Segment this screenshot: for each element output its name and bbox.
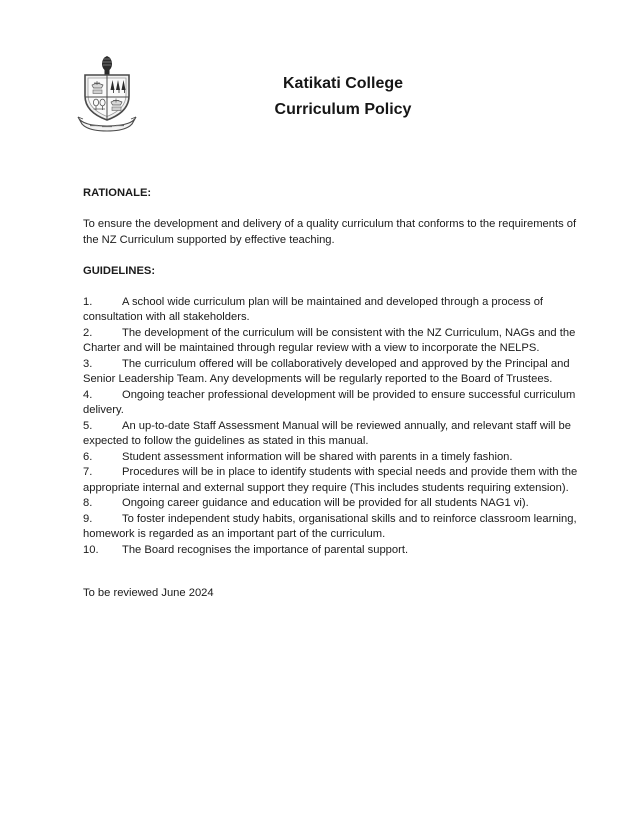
guideline-item-9 xyxy=(83,512,583,543)
school-name: Katikati College xyxy=(282,75,404,92)
guideline-item-10 xyxy=(83,543,583,559)
rationale-heading: RATIONALE: xyxy=(83,187,152,199)
guideline-item-2 xyxy=(83,326,583,357)
guideline-number: 3. xyxy=(83,357,93,370)
guideline-item-4 xyxy=(83,388,583,419)
guideline-number: 1. xyxy=(83,295,93,308)
guideline-item-3 xyxy=(83,357,583,388)
guideline-item-8 xyxy=(83,496,583,512)
guideline-text: To foster independent study habits, organisational skills and to reinforce classroom learning, homework is regarded as an important part of the curriculum. xyxy=(83,512,577,540)
guideline-text: The development of the curriculum will be consistent with the NZ Curriculum, NAGs and the Charter and will be maintained through regular review with a view to incorporate the NELPS. xyxy=(83,326,576,354)
guideline-text: Procedures will be in place to identify students with special needs and provide them with the appropriate internal and external support they require (This includes students requiring extension). xyxy=(83,466,578,494)
guideline-number: 5. xyxy=(83,419,93,432)
guidelines-list xyxy=(83,295,583,559)
guideline-text: Ongoing career guidance and education will be provided for all students NAG1 vi). xyxy=(122,497,529,509)
guideline-number: 9. xyxy=(83,512,93,525)
guideline-item-5 xyxy=(83,419,583,450)
document-title: Curriculum Policy xyxy=(274,101,412,118)
guideline-number: 6. xyxy=(83,450,93,463)
document-header xyxy=(50,71,636,123)
guidelines-heading: GUIDELINES: xyxy=(83,264,156,277)
guideline-number: 4. xyxy=(83,388,93,401)
guideline-item-1 xyxy=(83,295,583,326)
guideline-text: Student assessment information will be shared with parents in a timely fashion. xyxy=(122,450,513,463)
guideline-number: 8. xyxy=(83,497,93,509)
guideline-item-6 xyxy=(83,450,583,466)
guideline-number: 7. xyxy=(83,466,93,478)
guideline-text: The Board recognises the importance of parental support. xyxy=(122,543,409,556)
guideline-number: 2. xyxy=(83,326,93,339)
document-body xyxy=(83,186,583,617)
guideline-number: 10. xyxy=(83,543,99,556)
guideline-text: An up-to-date Staff Assessment Manual will be reviewed annually, and relevant staff will be expected to follow the guidelines as stated in this manual. xyxy=(83,419,571,447)
guideline-item-7 xyxy=(83,465,583,496)
review-note: To be reviewed June 2024 xyxy=(83,587,214,599)
rationale-text: To ensure the development and delivery of a quality curriculum that conforms to the requirements of the NZ Curriculum supported by effective teaching. xyxy=(83,218,577,246)
guideline-text: Ongoing teacher professional development will be provided to ensure successful curriculum delivery. xyxy=(83,388,576,416)
guideline-text: The curriculum offered will be collaboratively developed and approved by the Principal and Senior Leadership Team. Any developments will be regularly reported to the Board of Trustees. xyxy=(83,357,570,385)
guideline-text: A school wide curriculum plan will be maintained and developed through a process of consultation with all stakeholders. xyxy=(83,295,544,323)
